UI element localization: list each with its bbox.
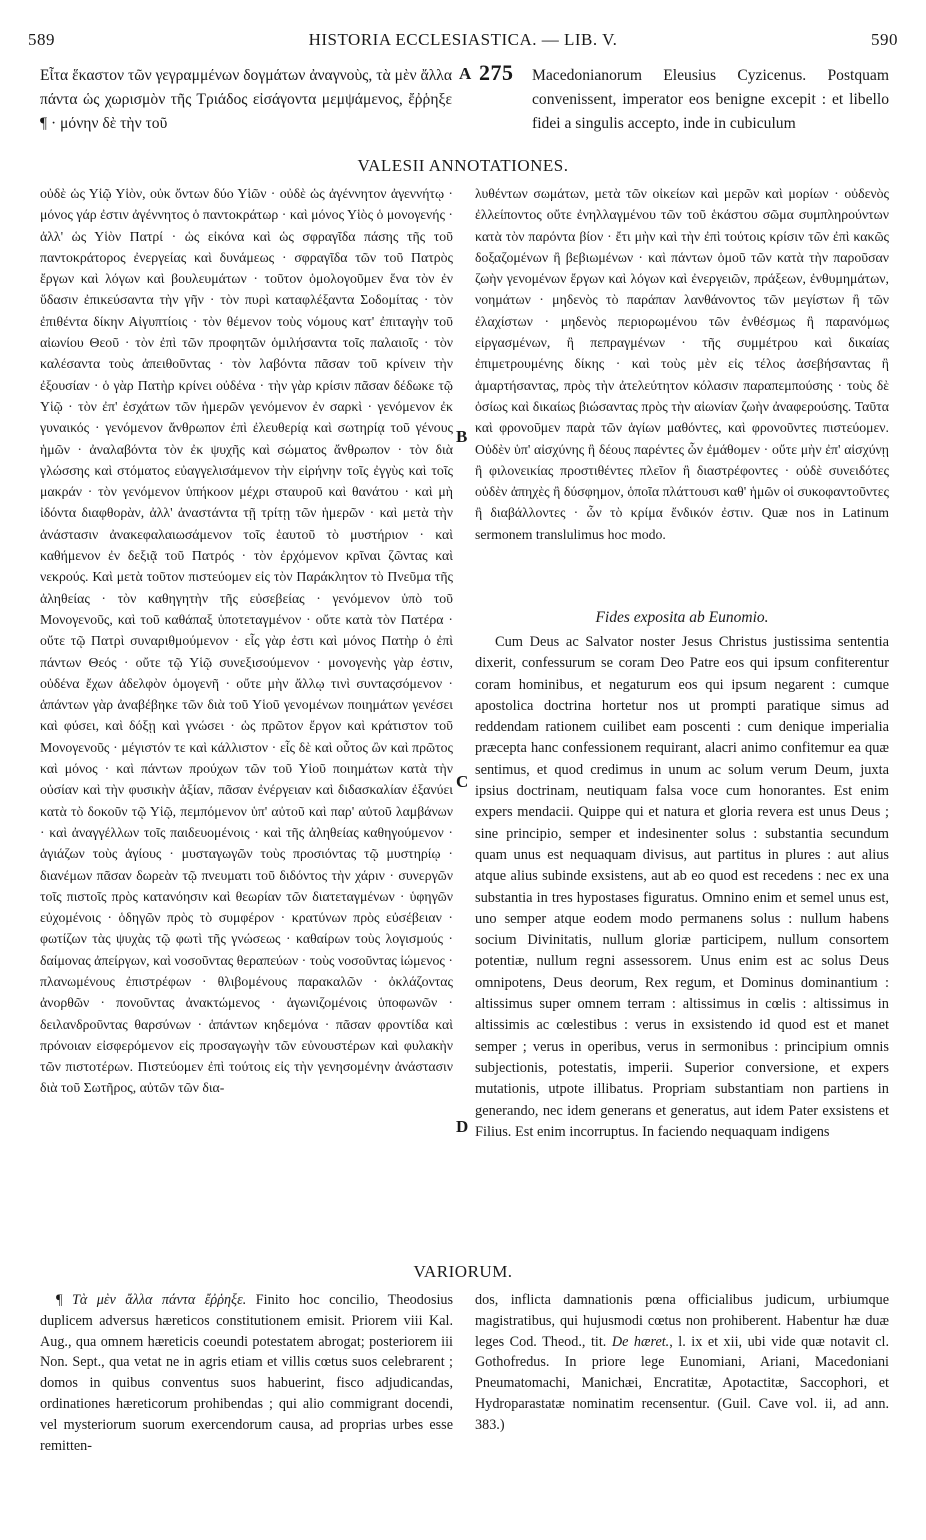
annotation-greek-left-column	[40, 183, 453, 1099]
variorum-note-symbol: ¶	[56, 1292, 63, 1308]
variorum-title: VARIORUM.	[413, 1262, 513, 1281]
variorum-left-paragraph	[40, 1290, 453, 1456]
variorum-lemma: Τὰ μὲν ἄλλα πάντα ἔῤῥηξε.	[71, 1292, 247, 1308]
variorum-left-column	[40, 1290, 453, 1456]
variorum-right-italic: De hæret.	[611, 1333, 670, 1350]
annotation-greek-right-column	[475, 183, 889, 545]
variorum-left-text: Finito hoc concilio, Theodosius duplicem adversus hæreticos constitutionem emisit. Priorem viii Kal. Aug., qua omnem hæreticis coeundi potestatem abrogat; posteriorem iii Non. Sept., qua vetat ne in agris etiam et villis cœtus suos celebrarent ; domos in quibus conventus suos habuerint, fisco adjudicandas, ordinationes hæreticorum prohibendas ; qui alio commigrant docendi, vel mysteriorum suorum exercendorum causa, ad proprias urbes esse remitten-	[40, 1292, 454, 1454]
annotation-greek-left-text: οὐδὲ ὡς Υἱῷ Υἱὸν, οὐκ ὄντων δύο Υἱῶν · οὐδὲ ὡς ἀγέννητον ἀγεννήτῳ · μόνος γάρ ἐστιν ἀγέννητος ὁ παντοκράτωρ · καὶ μόνος Υἱὸς ὁ μονογενής · ἀλλ' ὡς Υἱὸν Πατρί · ὡς εἰκόνα καὶ ὡς σφραγῖδα πάσης τῆς τοῦ παντοκράτορος ἐνεργείας καὶ δυνάμεως · σφραγῖδα τῶν τοῦ Πατρὸς ἔργων καὶ λόγων καὶ βουλευμάτων · τοῦτον ὁμολογοῦμεν ἕνα τὸν ἐν ὕδασιν ἐπικεύσαντα τὴν γῆν · τὸν πυρὶ καταφλέξαντα Σοδομίτας · τὸν ἐπιθέντα δίκην Αἰγυπτίοις · τὸν θέμενον τοὺς νόμους κατ' ἐπιταγὴν τοῦ αἰωνίου Θεοῦ · τὸν ἐπὶ τῶν προφητῶν ὁμιλήσαντα τοῖς παλαιοῖς · τὸν καλέσαντα τοὺς ἀπειθοῦντας · τὸν λαβόντα πᾶσαν τοῦ κρίνειν τὴν ἐξουσίαν · ὁ γὰρ Πατὴρ κρίνει οὐδένα · τὴν γὰρ κρίσιν πᾶσαν δέδωκε τῷ Υἱῷ · τὸν ἐπ' ἐσχάτων τῶν ἡμερῶν γενόμενον ἐν σαρκὶ · γενόμενον ἐκ γυναικός · γενόμενον ἄνθρωπον ἐπὶ ἐλευθερίᾳ καὶ σωτηρίᾳ τοῦ γένους ἡμῶν · ἀναλαβόντα τὸν ἐκ ψυχῆς καὶ σώματος ἄνθρωπον · τὸν διὰ γλώσσης καὶ στόματος εὐαγγελισάμενον τὴν εἰρήνην τοῖς ἐγγὺς καὶ τοῖς μακράν · τὸν γενόμενον ὑπήκοον μέχρι σταυροῦ καὶ θανάτου · καὶ μὴ ἰδόντα διαφθορὰν, ἀλλ' ἀναστάντα τῇ τρίτῃ τῶν ἡμερῶν · καὶ μετὰ τὴν ἀνάστασιν ἀνακεφαλαιωσάμενον τοῖς ἑαυτοῦ τὸ μυστήριον · καὶ καθήμενον ἐν δεξιᾷ τοῦ Πατρός · τὸν ἐρχόμενον κρῖναι ζῶντας καὶ νεκρούς. Καὶ μετὰ τοῦτον πιστεύομεν εἰς τὸν Παράκλητον τὸ Πνεῦμα τῆς ἀληθείας · τὸν καθηγητὴν τῆς εὐσεβείας · γενόμενον ὑπὸ τοῦ Μονογενοῦς, καὶ τοῦ καθάπαξ ὑποτεταγμένον · οὔτε κατὰ τὸν Πατέρα · οὔτε τῷ Πατρὶ συναριθμούμενον · εἷς γὰρ ἐστι καὶ μόνος Πατὴρ ὁ ἐπὶ πάντων Θεός · οὔτε τῷ Υἱῷ συνεξισούμενον · μονογενὴς γὰρ ἐστιν, οὐδένα ἔχων ἀδελφὸν ὁμογενῆ · οὔτε μὴν ἄλλῳ τινὶ συνταςσόμενον · ἁπάντων γὰρ ἀναβέβηκε τῶν διὰ τοῦ Υἱοῦ γενομένων ποιημάτων γενέσει καὶ φύσει, καὶ δόξῃ καὶ γνώσει · ὡς πρῶτον ἔργον καὶ κράτιστον τοῦ Μονογενοῦς · μέγιστόν τε καὶ κάλλιστον · εἷς δὲ καὶ οὗτος ὢν καὶ πρῶτος καὶ μόνος · καὶ πάντων προύχων τῶν τοῦ Υἱοῦ ποιημάτων κατὰ τὴν οὐσίαν καὶ τὴν φυσικὴν ἀξίαν, πᾶσαν ἐνέργειαν καὶ διδασκαλίαν ἐξανύει κατὰ τὸ δοκοῦν τῷ Υἱῷ, πεμπόμενον ὑπ' αὐτοῦ καὶ παρ' αὐτοῦ λαμβάνων · καὶ ἀναγγέλλων τοῖς παιδευομένοις · καὶ τῆς ἀληθείας καθηγούμενον · ἁγιάζων τοὺς ἁγίους · μυσταγωγῶν τοὺς προσιόντας τῷ μυστηρίῳ · διανέμων πᾶσαν δωρεὰν τῷ πνευματι τοῦ διδόντος τὴν χάριν · συνεργῶν τοῖς πιστοῖς πρὸς κατανόησιν καὶ θεωρίαν τῶν διατεταγμένων · ὑφηγῶν εὐχομένοις · ὁδηγῶν πρὸς τὸ συμφέρον · κρατύνων πρὸς εὐσέβειαν · φωτίζων τὰς ψυχὰς τῷ φωτὶ τῆς γνώσεως · καθαίρων τοὺς λογισμούς · δαίμονας ἀπείργων, καὶ νοσοῦντας θεραπεύων · τοὺς νοσοῦντας ἰώμενος · πλανωμένους ἐπιστρέφων · θλιβομένους παρακαλῶν · ὀκλάζοντας ἀνορθῶν · πονοῦντας ἀνακτώμενος · ἀγωνιζομένοις ὑποφωνῶν · δειλανδροῦντας θαρσύνων · ἁπάντων κηδεμόνα · πᾶσαν φροντίδα καὶ πρόνοιαν εἰσφερόμενον εἰς προσαγωγὴν τῶν εὐνουστέρων καὶ φυλακὴν τῶν πιστοτέρων. Πιστεύομεν ἐπὶ τούτοις εἰς τὴν γενησομένην ἀνάστασιν διὰ τοῦ Σωτῆρος, αὐτῶν τῶν δια-	[40, 186, 453, 1096]
variorum-right-paragraph	[475, 1290, 889, 1436]
running-head	[28, 30, 898, 54]
valesii-annotations-title: VALESII ANNOTATIONES.	[357, 156, 569, 175]
fides-latin-text: Cum Deus ac Salvator noster Jesus Christus justissima sententia dixerit, confessurum se coram Deo Patre eos qui ipsum confiterentur coram hominibus, et negaturum eos qui ipsum negarent : cumque apostolica doctrina hortetur nos ut prompti paratique simus ad reddendam rationem cuilibet eam poscenti : cum denique imperialia præcepta hanc confessionem requirant, alacri animo confitemur ea quæ sentimus, et quod credimus in unum ac solum verum Deum, juxta ipsius doctrinam, neutiquam falsa voce cum honorantes. Est enim expers mendacii. Quippe qui et natura et gloria revera est unus Deus ; sine principio, semper et indesinenter solus : substantia secundum quam unus est nequaquam divisus, aut partitus in plures : aut alius atque alius subinde exsistens, aut ab eo quod est recedens : nec ex una substantia in tres hypostases figuratus. Omnino enim et semel unus est, uno semper atque eodem modo permanens solus : nullum habens socium Divinitatis, nullum gloriæ participem, nullum consortem potentiæ, nullum regni assessorem. Unus enim est ac solus Deus omnipotens, Deus deorum, Rex regum, et Dominus dominantium : altissimus super omnem terram : altissimus in cœlis : altissimus in altissimis ac cœlestibus : verus in exsistendo id quod est et manet semper ; verus in operibus, verus in sermonibus : principium omnis subjectionis, potestatis, imperii. Superior conversione, et expers mutationis, utpote illibatus. Propriam substantiam non partiens in generando, nec idem generans et generatus, aut idem Pater exsistens et Filius. Est enim incorruptus. In faciendo nequaquam indigens	[475, 634, 889, 1140]
section-number: 275	[479, 60, 514, 85]
variorum-right-text-1: dos, inflicta damnationis pœna officialibus judicum, urbiumque magistratibus, qui hujusmodi cœtus non prohiberent. Habentur hæ duæ leges Cod. Theod., tit.	[475, 1292, 889, 1350]
running-title: HISTORIA ECCLESIASTICA. — LIB. V.	[308, 30, 618, 49]
variorum-right-text-2: , l. ix et xii, ubi vide quæ notavit cl. Gothofredus. In priore lege Eunomiani, Ariani, Macedoniani Pneumatomachi, Manichæi, Encratitæ, Apotactitæ, Saccophori, et Hydroparastatæ nominatim recensentur. (Guil. Cave vol. ii, ad ann. 383.)	[475, 1333, 890, 1433]
section-marker-a: A	[459, 64, 472, 83]
main-latin-paragraph: Macedonianorum Eleusius Cyzicenus. Postquam convenissent, imperator eos benigne excepit : et libello fidei a singulis accepto, inde in cubiculum	[532, 67, 889, 132]
section-marker-c: C	[456, 772, 469, 791]
main-latin-text	[532, 64, 889, 136]
fides-heading: Fides exposita ab Eunomio.	[595, 609, 769, 626]
section-marker-d: D	[456, 1117, 469, 1136]
page-number-left: 589	[28, 30, 55, 49]
annotation-greek-right-text: λυθέντων σωμάτων, μετὰ τῶν οἰκείων καὶ μερῶν καὶ μορίων · οὐδενὸς ἐλλείποντος οὔτε ἐνηλλαγμένου τῶν τοῦ ἑκάστου σῶμα συμπληρούντων κατὰ τὸν παρόντα βίον · ἔτι μὴν καὶ τὴν ἐπὶ τούτοις κρίσιν τῶν ἐπὶ κακῶς δοξαζομένων ἢ βεβιωμένων · καὶ πάντων ὁμοῦ τῶν κατὰ τὴν παροῦσαν ζωὴν γενομένων ἔργων καὶ λόγων καὶ ἐνεργειῶν, πράξεων, ἐνθυμημάτων, νοημάτων · μηδενὸς τὸ παράπαν λανθάνοντος τῶν μεγίστων ἢ τῶν ἐλαχίστων · μηδενὸς περιορωμένου τῶν ἐνθέσμως ἢ παρανόμως εἰργασμένων, ἢ πεπραγμένων · τῆς συμμέτρου καὶ δικαίας ἐπιμετρουμένης δίκης · καὶ τοὺς μὲν εἰς τέλος ἀσεβήσαντας ἢ ἁμαρτήσαντας, πρὸς τὴν ἀτελεύτητον κόλασιν παραπεμπούσης · τοὺς δὲ ὁσίως καὶ δικαίως βιώσαντας πρὸς τὴν αἰωνίαν ζωὴν ἀναφερούσης. Ταῦτα καὶ φρονοῦμεν παρὰ τῶν ἁγίων μαθόντες, καὶ φρονοῦντες πιστεύομεν. Οὐδὲν ὑπ' αἰσχύνης ἢ δέους παρέντες ὧν ἐμάθομεν · οὔτε μὴν ἐπ' αἰσχύνῃ ἢ φιλονεικίας προστιθέντες πλεῖον ἢ διαστρέφοντες · οὐδὲ συνειδότες οὐδὲν ἀπηχὲς ἢ δύσφημον, ὁποῖα πλάττουσι καθ' ἡμῶν οἱ συκοφαντοῦντες ἢ διαβάλλοντες · ὧν τὸ κρίμα ἔνδικόν ἐστιν. Quæ nos in Latinum sermonem translulimus hoc modo.	[475, 186, 889, 542]
section-marker-b: B	[456, 427, 468, 446]
main-greek-paragraph: Εἶτα ἕκαστον τῶν γεγραμμένων δογμάτων ἀναγνοὺς, τὰ μὲν ἄλλα πάντα ὡς χωρισμὸν τῆς Τριάδος εἰσάγοντα μεμψάμενος, ἔῤῥηξε ¶ · μόνην δὲ τὴν τοῦ	[40, 67, 452, 132]
variorum-right-column	[475, 1290, 889, 1436]
main-greek-text	[40, 64, 452, 136]
page-number-right: 590	[871, 30, 898, 49]
fides-latin-column	[475, 632, 889, 1143]
